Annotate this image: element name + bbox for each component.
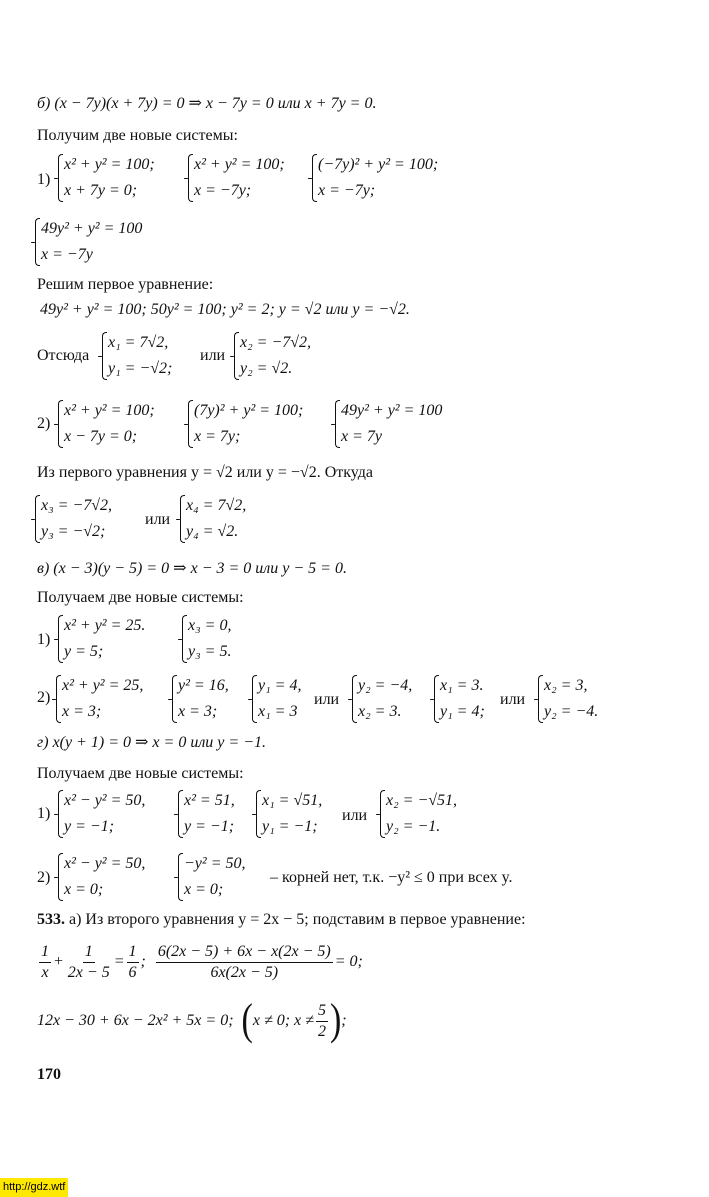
part-g-line: г) x(y + 1) = 0 ⇒ x = 0 или y = −1. [37, 734, 266, 751]
part-v-line: в) (x − 3)(y − 5) = 0 ⇒ x − 3 = 0 или y − 5 = 0. [37, 560, 347, 577]
solution-system: y₁ = 4, x₁ = 3 [250, 673, 301, 725]
text-get-two-systems: Получим две новые системы: [37, 127, 238, 144]
problem-number: 533. [37, 911, 65, 928]
case-label: 1) [37, 171, 51, 188]
equation-system: x² − y² = 50, x = 0; [56, 851, 145, 903]
text-from-first: Из первого уравнения y = √2 или y = −√2. Откуда [37, 464, 374, 481]
solution-system: x₂ = −√51, y₂ = −1. [378, 788, 457, 840]
equation-system: x² = 51, y = −1; [176, 788, 235, 840]
solution-system: x₁ = √51, y₁ = −1; [254, 788, 322, 840]
case-label: 2) [37, 415, 51, 432]
text-hence: Отсюда [37, 347, 90, 364]
equation-system: x² + y² = 100; x + 7y = 0; [56, 152, 155, 204]
text-or: или [145, 511, 171, 528]
watermark: http://gdz.wtf [0, 1178, 68, 1197]
equation-chain: 49y² + y² = 100; 50y² = 100; y² = 2; y = √2 или y = −√2. [40, 301, 410, 318]
solution-system: x₂ = 3, y₂ = −4. [536, 673, 598, 725]
solution-system: x₃ = −7√2, y₃ = −√2; [33, 493, 112, 545]
fraction-equation: $\frac{1}{x}$ + $\frac{1}{2x - 5}$ = $\frac{1}{6}$ ; $\frac{6(2x - 5) + 6x - x(2x - 5)}{6x(2x - 5)}$ = 0; [41, 943, 363, 981]
part-b-line: б) (x − 7y)(x + 7y) = 0 ⇒ x − 7y = 0 или x + 7y = 0. [37, 95, 377, 112]
equation-system: 49y² + y² = 100 x = −7y [33, 216, 142, 268]
solution-system: x₄ = 7√2, y₄ = √2. [178, 493, 246, 545]
equation-system: x² + y² = 100; x − 7y = 0; [56, 398, 155, 450]
page-number: 170 [37, 1066, 61, 1083]
equation-system: 49y² + y² = 100 x = 7y [333, 398, 442, 450]
equation-system: (−7y)² + y² = 100; x = −7y; [310, 152, 438, 204]
equation-system: x² + y² = 25. y = 5; [56, 613, 145, 665]
case-label: 2) [37, 689, 51, 706]
text-or: или [500, 691, 526, 708]
equation-system: x² + y² = 100; x = −7y; [186, 152, 285, 204]
solution-system: x₃ = 0, y₃ = 5. [180, 613, 231, 665]
case-label: 1) [37, 805, 51, 822]
text-or: или [200, 347, 226, 364]
problem-533-text: а) Из второго уравнения y = 2x − 5; подставим в первое уравнение: [65, 911, 526, 928]
solution-system: x₁ = 7√2, y₁ = −√2; [100, 330, 172, 382]
text-or: или [314, 691, 340, 708]
final-equation: 12x − 30 + 6x − 2x² + 5x = 0; ( x ≠ 0; x ≠ $\frac{5}{2}$ ) ; [37, 996, 347, 1045]
solution-system: x₂ = −7√2, y₂ = √2. [232, 330, 311, 382]
solution-system: x₁ = 3. y₁ = 4; [432, 673, 485, 725]
equation-system: −y² = 50, x = 0; [176, 851, 246, 903]
solution-system: y₂ = −4, x₂ = 3. [350, 673, 412, 725]
text-get-two-systems: Получаем две новые системы: [37, 765, 244, 782]
equation-system: (7y)² + y² = 100; x = 7y; [186, 398, 303, 450]
equation-system: x² + y² = 25, x = 3; [54, 673, 143, 725]
equation-system: x² − y² = 50, y = −1; [56, 788, 145, 840]
text-or: или [342, 807, 368, 824]
equation-system: y² = 16, x = 3; [170, 673, 229, 725]
problem-533-line [37, 910, 526, 930]
text-no-roots: – корней нет, т.к. −y² ≤ 0 при всех y. [270, 869, 513, 886]
text-get-two-systems: Получаем две новые системы: [37, 589, 244, 606]
text-solve-first: Решим первое уравнение: [37, 276, 214, 293]
case-label: 1) [37, 631, 51, 648]
case-label: 2) [37, 869, 51, 886]
